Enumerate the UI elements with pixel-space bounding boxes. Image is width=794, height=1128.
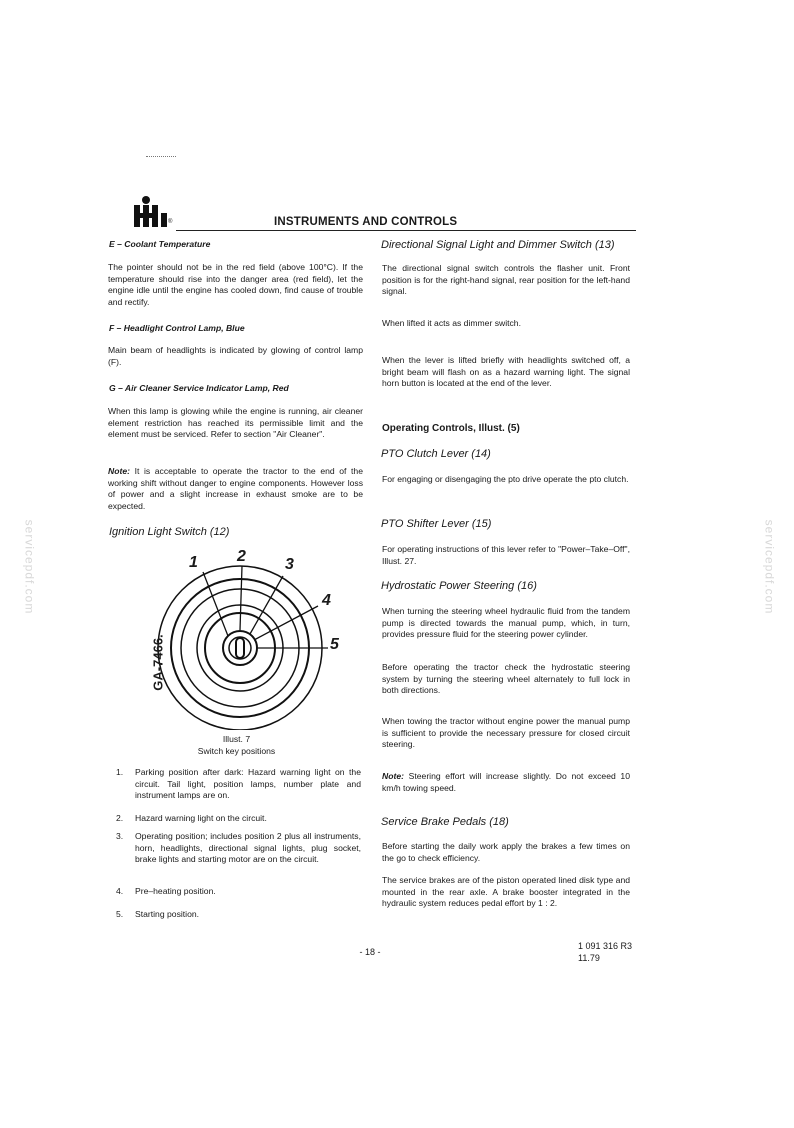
pto-shifter-text: For operating instructions of this lever refer to "Power–Take–Off", Illust. 27. bbox=[382, 544, 630, 566]
ignition-switch-heading: Ignition Light Switch (12) bbox=[109, 526, 230, 538]
right-note bbox=[382, 771, 630, 794]
ignition-switch-svg bbox=[140, 544, 350, 730]
left-note-label: Note: bbox=[108, 466, 130, 476]
right-note-label: Note: bbox=[382, 771, 404, 781]
list-item-text: Parking position after dark: Hazard warning light on the circuit. Tail light, position lamps, number plate and instrument lamps are on. bbox=[135, 767, 361, 801]
directional-signal-heading: Directional Signal Light and Dimmer Switch (13) bbox=[381, 239, 615, 251]
watermark-left: servicepdf.com bbox=[22, 519, 37, 615]
power-steering-text-1: When turning the steering wheel hydraulic fluid from the tandem pump is directed towards the manual pump, which, in turn, provides pressure fluid for the steering power cylinder. bbox=[382, 606, 630, 640]
left-note bbox=[108, 466, 363, 512]
coolant-temperature-text: The pointer should not be in the red field (above 100°C). If the temperature should rise into the danger area (red field), let the engine idle until the engine has cooled down, find cause of trouble and rectify. bbox=[108, 262, 363, 307]
list-item-text: Pre–heating position. bbox=[135, 886, 216, 896]
callout-2: 2 bbox=[237, 548, 246, 565]
pto-clutch-text: For engaging or disengaging the pto drive operate the pto clutch. bbox=[382, 474, 629, 484]
callout-3: 3 bbox=[285, 556, 294, 573]
list-item-number: 1. bbox=[116, 767, 124, 777]
document-date: 11.79 bbox=[578, 953, 600, 963]
power-steering-heading: Hydrostatic Power Steering (16) bbox=[381, 580, 537, 592]
list-item-number: 4. bbox=[116, 886, 124, 896]
callout-5: 5 bbox=[330, 636, 339, 653]
page-number: - 18 - bbox=[359, 947, 381, 957]
headlight-lamp-heading: F – Headlight Control Lamp, Blue bbox=[109, 323, 245, 333]
power-steering-text-3: When towing the tractor without engine power the manual pump is sufficient to provide the necessary pressure for closed circuit steering. bbox=[382, 716, 630, 750]
diagram-code: GA-7466. bbox=[150, 634, 166, 691]
list-item bbox=[116, 831, 361, 878]
scan-mark bbox=[146, 156, 176, 157]
service-brakes-text-2: The service brakes are of the piston operated lined disk type and mounted in the rear axle. A brake booster integrated in the hydraulic system reduces pedal effort by 1 : 2. bbox=[382, 875, 630, 909]
list-item-text: Operating position; includes position 2 plus all instruments, horn, headlights, directional signal lights, plug socket, brake lights and starting motor are on the circuit. bbox=[135, 831, 361, 865]
ignition-switch-diagram bbox=[140, 544, 350, 730]
document-number: 1 091 316 R3 bbox=[578, 941, 633, 951]
list-item-text: Hazard warning light on the circuit. bbox=[135, 813, 267, 823]
directional-signal-text-3: When the lever is lifted briefly with headlights switched off, a bright beam will flash on as a hazard warning light. The signal horn button is located at the end of the lever. bbox=[382, 355, 630, 389]
list-item bbox=[116, 767, 361, 803]
air-cleaner-lamp-heading: G – Air Cleaner Service Indicator Lamp, Red bbox=[109, 383, 289, 393]
list-item bbox=[116, 813, 361, 825]
callout-4: 4 bbox=[322, 592, 331, 609]
list-item bbox=[116, 886, 361, 898]
coolant-temperature-heading: E – Coolant Temperature bbox=[109, 239, 211, 249]
header-rule bbox=[176, 230, 636, 231]
pto-shifter-heading: PTO Shifter Lever (15) bbox=[381, 518, 492, 530]
directional-signal-text-2: When lifted it acts as dimmer switch. bbox=[382, 318, 521, 328]
figure-caption-number: Illust. 7 bbox=[222, 734, 251, 744]
list-item bbox=[116, 909, 361, 921]
left-note-text: It is acceptable to operate the tractor to the end of the working shift without danger to engine components. However loss of power and a slight increase in exhaust smoke are to be expected. bbox=[108, 466, 363, 511]
watermark-right: servicepdf.com bbox=[762, 519, 777, 615]
service-brakes-text-1: Before starting the daily work apply the brakes a few times on the go to check efficiency. bbox=[382, 841, 630, 863]
header-title: INSTRUMENTS AND CONTROLS bbox=[274, 216, 458, 228]
headlight-lamp-text: Main beam of headlights is indicated by glowing of control lamp (F). bbox=[108, 345, 363, 367]
right-note-text: Steering effort will increase slightly. Do not exceed 10 km/h towing speed. bbox=[382, 771, 630, 793]
service-brakes-heading: Service Brake Pedals (18) bbox=[381, 816, 509, 828]
callout-1: 1 bbox=[189, 554, 198, 571]
list-item-text: Starting position. bbox=[135, 909, 200, 919]
list-item-number: 5. bbox=[116, 909, 124, 919]
figure-caption-text: Switch key positions bbox=[197, 746, 276, 756]
list-item-number: 2. bbox=[116, 813, 124, 823]
list-item-number: 3. bbox=[116, 831, 124, 841]
power-steering-text-2: Before operating the tractor check the hydrostatic steering system by turning the steering wheel alternately to full lock in both directions. bbox=[382, 662, 630, 696]
air-cleaner-lamp-text: When this lamp is glowing while the engine is running, air cleaner element restriction has reached its permissible limit and the element must be serviced. Refer to section "Air Cleaner". bbox=[108, 406, 363, 440]
pto-clutch-heading: PTO Clutch Lever (14) bbox=[381, 448, 491, 460]
directional-signal-text-1: The directional signal switch controls the flasher unit. Front position is for the right-hand signal, rear position for the left-hand signal. bbox=[382, 263, 630, 297]
registered-mark: ® bbox=[168, 219, 173, 225]
operating-controls-heading: Operating Controls, Illust. (5) bbox=[382, 423, 520, 434]
